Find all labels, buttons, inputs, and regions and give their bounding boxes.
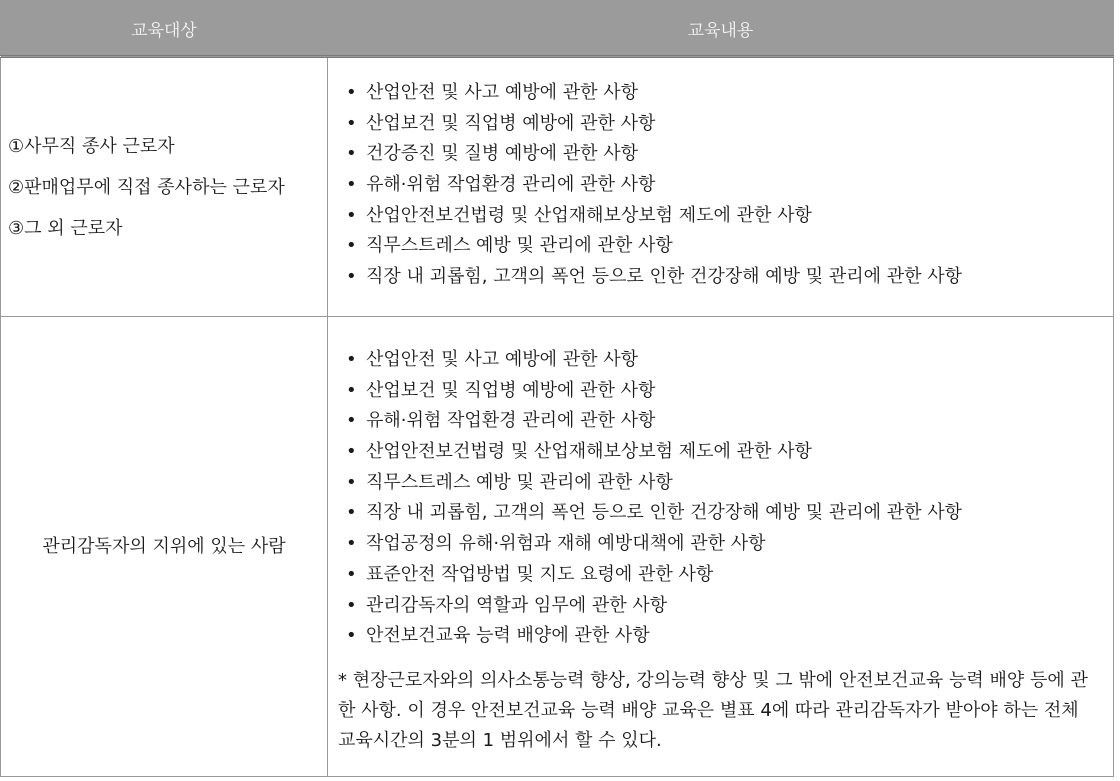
- item-text: 산업안전 및 사고 예방에 관한 사항: [366, 349, 639, 370]
- item-text: 직무스트레스 예방 및 관리에 관한 사항: [366, 471, 673, 493]
- list-item: [328, 231, 1113, 262]
- table-row: [1, 317, 1114, 777]
- list-item: [328, 109, 1113, 140]
- list-item: [328, 560, 1113, 591]
- bullet-icon: •: [346, 112, 357, 134]
- list-item: [328, 262, 1113, 293]
- item-text: 직장 내 괴롭힘, 고객의 폭언 등으로 인한 건강장해 예방 및 관리에 관한 사항: [366, 502, 963, 524]
- list-item: [328, 621, 1113, 652]
- bullet-icon: •: [346, 143, 357, 165]
- item-text: 표준안전 작업방법 및 지도 요령에 관한 사항: [366, 563, 714, 585]
- bullet-icon: •: [346, 174, 357, 196]
- item-text: 직무스트레스 예방 및 관리에 관한 사항: [366, 235, 673, 257]
- bullet-icon: •: [346, 82, 357, 103]
- item-text: 산업안전 및 사고 예방에 관한 사항: [366, 82, 639, 103]
- target-cell: [1, 317, 328, 777]
- list-item: [328, 591, 1113, 622]
- bullet-icon: •: [346, 471, 357, 493]
- header-row: [1, 1, 1114, 57]
- item-text: 산업안전보건법령 및 산업재해보상보험 제도에 관한 사항: [366, 204, 812, 226]
- item-text: 산업보건 및 직업병 예방에 관한 사항: [366, 379, 656, 401]
- list-item: [328, 406, 1113, 437]
- header-target: 교육대상: [1, 1, 328, 57]
- list-item: [328, 78, 1113, 109]
- list-item: [328, 170, 1113, 201]
- bullet-icon: •: [346, 625, 357, 647]
- content-cell: [328, 317, 1114, 777]
- bullet-icon: •: [346, 533, 357, 555]
- bullet-icon: •: [346, 563, 357, 585]
- list-item: [328, 529, 1113, 560]
- list-item: [328, 437, 1113, 468]
- bullet-icon: •: [346, 266, 357, 288]
- list-item: [328, 345, 1113, 376]
- item-text: 산업보건 및 직업병 예방에 관한 사항: [366, 112, 656, 134]
- content-list: [328, 345, 1113, 652]
- item-text: 유해·위험 작업환경 관리에 관한 사항: [366, 174, 656, 196]
- note-text: * 현장근로자와의 의사소통능력 향상, 강의능력 향상 및 그 밖에 안전보건교육 능력 배양 등에 관한 사항. 이 경우 안전보건교육 능력 배양 교육은 별표 4에 따라 관리감독자가 받아야 하는 전체 교육시간의 3분의 1 범위에서 할 수 있다.: [338, 669, 1088, 751]
- table-row: [1, 57, 1114, 317]
- bullet-icon: •: [346, 502, 357, 524]
- bullet-icon: •: [346, 379, 357, 401]
- header-content: 교육내용: [328, 1, 1114, 57]
- bullet-icon: •: [346, 349, 357, 370]
- list-item: [328, 498, 1113, 529]
- item-text: 관리감독자의 역할과 임무에 관한 사항: [366, 594, 668, 616]
- list-item: [328, 376, 1113, 407]
- bullet-icon: •: [346, 441, 357, 463]
- bullet-icon: •: [346, 594, 357, 616]
- target-label: ②판매업무에 직접 종사하는 근로자: [8, 176, 285, 198]
- target-label: 관리감독자의 지위에 있는 사람: [42, 536, 286, 557]
- list-item: [328, 139, 1113, 170]
- bullet-icon: •: [346, 204, 357, 226]
- item-text: 유해·위험 작업환경 관리에 관한 사항: [366, 410, 656, 432]
- target-label: ③그 외 근로자: [8, 217, 123, 239]
- item-text: 산업안전보건법령 및 산업재해보상보험 제도에 관한 사항: [366, 441, 812, 463]
- target-cell: [1, 57, 328, 317]
- item-text: 작업공정의 유해·위험과 재해 예방대책에 관한 사항: [366, 533, 766, 555]
- bullet-icon: •: [346, 410, 357, 432]
- list-item: [328, 468, 1113, 499]
- content-cell: [328, 57, 1114, 317]
- content-list: [328, 78, 1113, 293]
- bullet-icon: •: [346, 235, 357, 257]
- target-label: ①사무직 종사 근로자: [8, 135, 175, 157]
- list-item: [328, 201, 1113, 232]
- item-text: 건강증진 및 질병 예방에 관한 사항: [366, 143, 639, 165]
- item-text: 안전보건교육 능력 배양에 관한 사항: [366, 625, 650, 647]
- item-text: 직장 내 괴롭힘, 고객의 폭언 등으로 인한 건강장해 예방 및 관리에 관한 사항: [366, 266, 963, 288]
